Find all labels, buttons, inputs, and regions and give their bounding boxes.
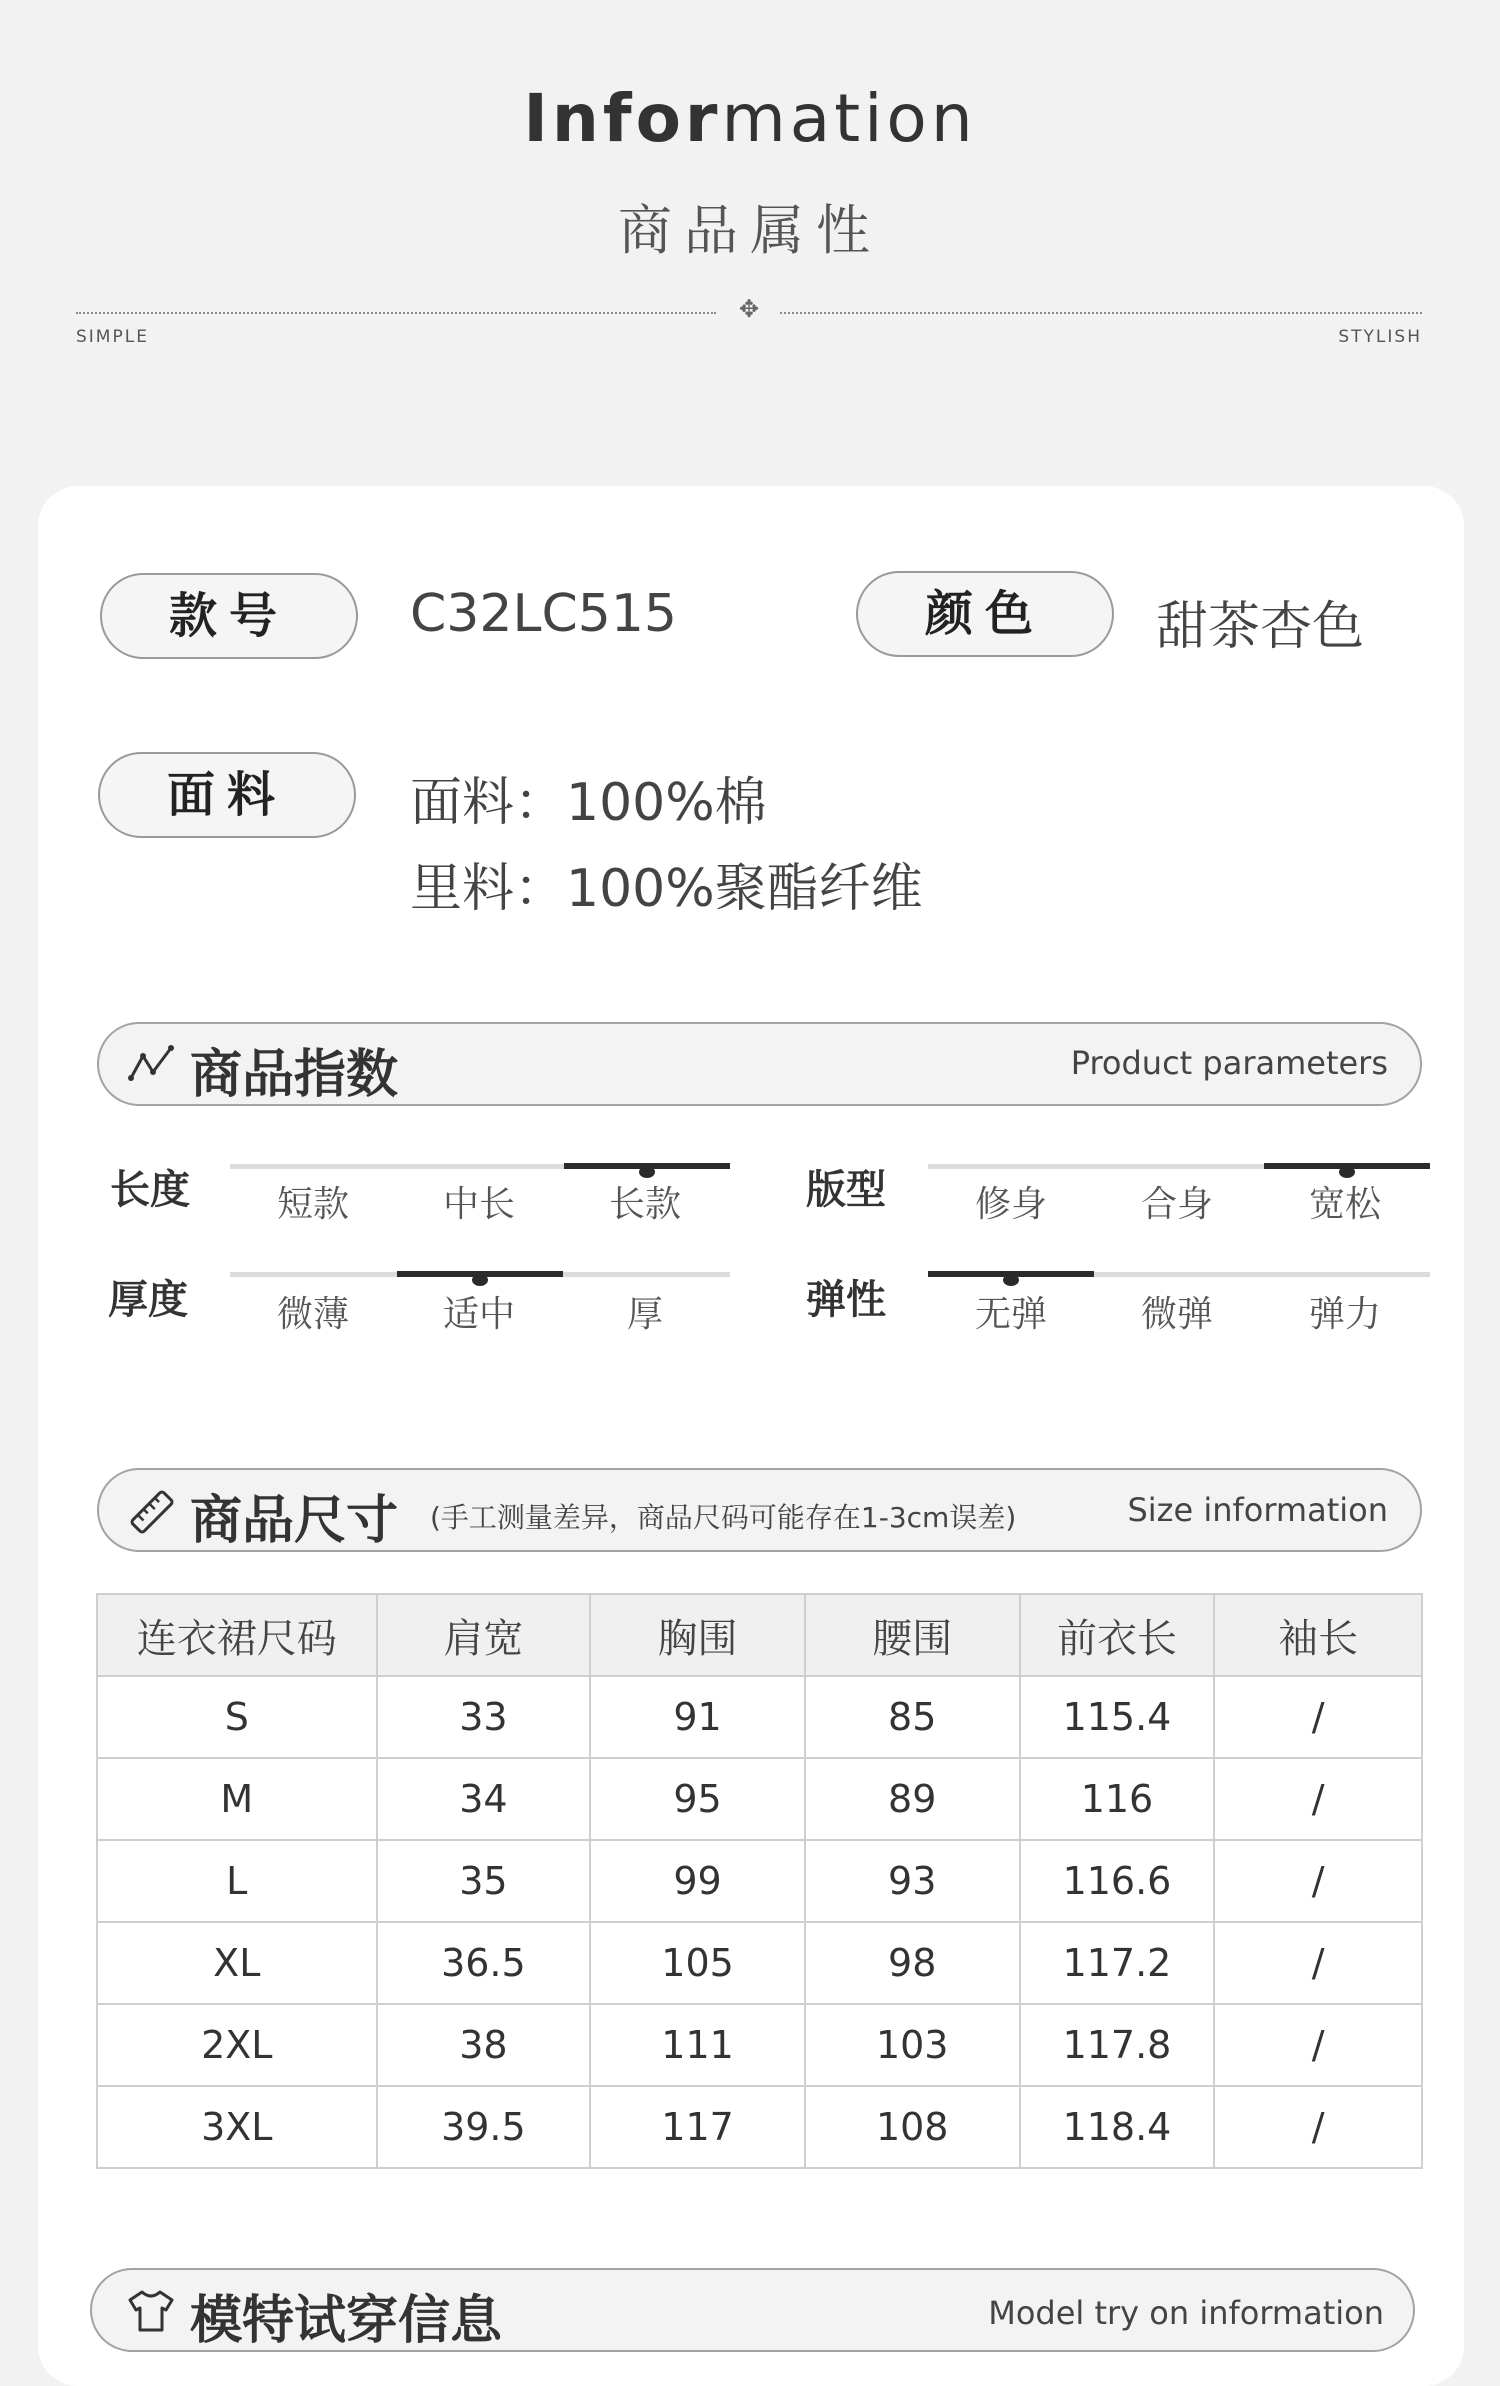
param-label-elasticity: 弹性 xyxy=(806,1277,886,1323)
table-row xyxy=(97,2086,1422,2168)
table-cell: 35 xyxy=(377,1840,591,1922)
table-header: 前衣长 xyxy=(1020,1594,1215,1676)
title-rest: mation xyxy=(721,80,977,157)
table-cell: 105 xyxy=(590,1922,805,2004)
model-en: Model try on information xyxy=(988,2294,1384,2332)
table-header-row xyxy=(97,1594,1422,1676)
table-cell: 39.5 xyxy=(377,2086,591,2168)
table-cell: / xyxy=(1214,1758,1422,1840)
param-option: 厚 xyxy=(626,1294,663,1335)
param-option: 无弹 xyxy=(974,1294,1047,1335)
param-option: 短款 xyxy=(276,1184,349,1225)
param-option: 合身 xyxy=(1140,1184,1213,1225)
table-cell: 98 xyxy=(805,1922,1020,2004)
color-value: 甜茶杏色 xyxy=(1156,597,1365,657)
table-row xyxy=(97,1922,1422,2004)
page-subtitle: 商品属性 xyxy=(618,199,882,262)
param-track-elasticity xyxy=(928,1272,1430,1277)
param-option: 适中 xyxy=(442,1294,515,1335)
size-table xyxy=(96,1593,1423,2169)
fabric-line-2: 里料：100%聚酯纤维 xyxy=(410,859,923,919)
table-cell: S xyxy=(97,1676,377,1758)
params-en: Product parameters xyxy=(1070,1044,1388,1082)
table-cell: / xyxy=(1214,2004,1422,2086)
simple-label: SIMPLE xyxy=(76,327,149,347)
color-pill: 颜色 xyxy=(856,571,1114,657)
model-title: 模特试穿信息 xyxy=(190,2291,503,2351)
param-selected-elasticity xyxy=(928,1271,1094,1277)
table-cell: 117.2 xyxy=(1020,1922,1215,2004)
table-cell: 118.4 xyxy=(1020,2086,1215,2168)
param-option: 长款 xyxy=(608,1184,681,1225)
param-option: 微弹 xyxy=(1140,1294,1213,1335)
table-cell: 36.5 xyxy=(377,1922,591,2004)
param-option: 弹力 xyxy=(1308,1294,1381,1335)
table-cell: / xyxy=(1214,1676,1422,1758)
table-cell: 117.8 xyxy=(1020,2004,1215,2086)
table-cell: 115.4 xyxy=(1020,1676,1215,1758)
table-cell: 85 xyxy=(805,1676,1020,1758)
size-en: Size information xyxy=(1127,1491,1388,1529)
divider-right xyxy=(780,312,1422,314)
param-option: 中长 xyxy=(442,1184,515,1225)
table-cell: 91 xyxy=(590,1676,805,1758)
style-no-pill: 款号 xyxy=(100,573,358,659)
table-row xyxy=(97,1840,1422,1922)
size-title: 商品尺寸 xyxy=(190,1491,399,1551)
table-cell: 89 xyxy=(805,1758,1020,1840)
table-cell: / xyxy=(1214,1840,1422,1922)
table-cell: 116.6 xyxy=(1020,1840,1215,1922)
param-track-thickness xyxy=(230,1272,730,1277)
table-cell: 95 xyxy=(590,1758,805,1840)
page-title xyxy=(0,80,1500,157)
title-bold: Infor xyxy=(523,80,722,157)
table-cell: 99 xyxy=(590,1840,805,1922)
table-cell: 3XL xyxy=(97,2086,377,2168)
table-header: 腰围 xyxy=(805,1594,1020,1676)
table-cell: / xyxy=(1214,1922,1422,2004)
table-cell: 103 xyxy=(805,2004,1020,2086)
param-selected-length xyxy=(564,1163,730,1169)
move-cross-icon: ✥ xyxy=(738,295,760,323)
table-cell: / xyxy=(1214,2086,1422,2168)
table-cell: 33 xyxy=(377,1676,591,1758)
param-option: 微薄 xyxy=(276,1294,349,1335)
table-cell: 34 xyxy=(377,1758,591,1840)
fabric-line-1: 面料：100%棉 xyxy=(410,773,767,833)
table-header: 肩宽 xyxy=(377,1594,591,1676)
stylish-label: STYLISH xyxy=(1338,327,1422,347)
param-label-length: 长度 xyxy=(110,1167,190,1213)
table-row xyxy=(97,1676,1422,1758)
table-header: 胸围 xyxy=(590,1594,805,1676)
param-label-thickness: 厚度 xyxy=(108,1277,188,1323)
tshirt-icon xyxy=(126,2288,176,2332)
table-cell: 2XL xyxy=(97,2004,377,2086)
table-cell: 38 xyxy=(377,2004,591,2086)
table-header: 袖长 xyxy=(1214,1594,1422,1676)
table-row xyxy=(97,2004,1422,2086)
param-selected-fit xyxy=(1264,1163,1430,1169)
param-track-length xyxy=(230,1164,730,1169)
param-selected-thickness xyxy=(397,1271,563,1277)
table-header: 连衣裙尺码 xyxy=(97,1594,377,1676)
table-cell: 108 xyxy=(805,2086,1020,2168)
trend-line-icon xyxy=(127,1042,177,1086)
size-note: (手工测量差异，商品尺码可能存在1-3cm误差) xyxy=(430,1501,1017,1534)
table-cell: XL xyxy=(97,1922,377,2004)
params-title: 商品指数 xyxy=(190,1045,399,1105)
fabric-pill: 面料 xyxy=(98,752,356,838)
param-track-fit xyxy=(928,1164,1430,1169)
table-row xyxy=(97,1758,1422,1840)
table-cell: M xyxy=(97,1758,377,1840)
table-cell: 93 xyxy=(805,1840,1020,1922)
param-option: 宽松 xyxy=(1308,1184,1381,1225)
table-cell: 117 xyxy=(590,2086,805,2168)
param-label-fit: 版型 xyxy=(806,1167,886,1213)
table-cell: L xyxy=(97,1840,377,1922)
table-cell: 111 xyxy=(590,2004,805,2086)
param-option: 修身 xyxy=(974,1184,1047,1225)
divider-left xyxy=(76,312,716,314)
style-no-value: C32LC515 xyxy=(410,584,678,644)
ruler-icon xyxy=(126,1486,178,1538)
table-cell: 116 xyxy=(1020,1758,1215,1840)
